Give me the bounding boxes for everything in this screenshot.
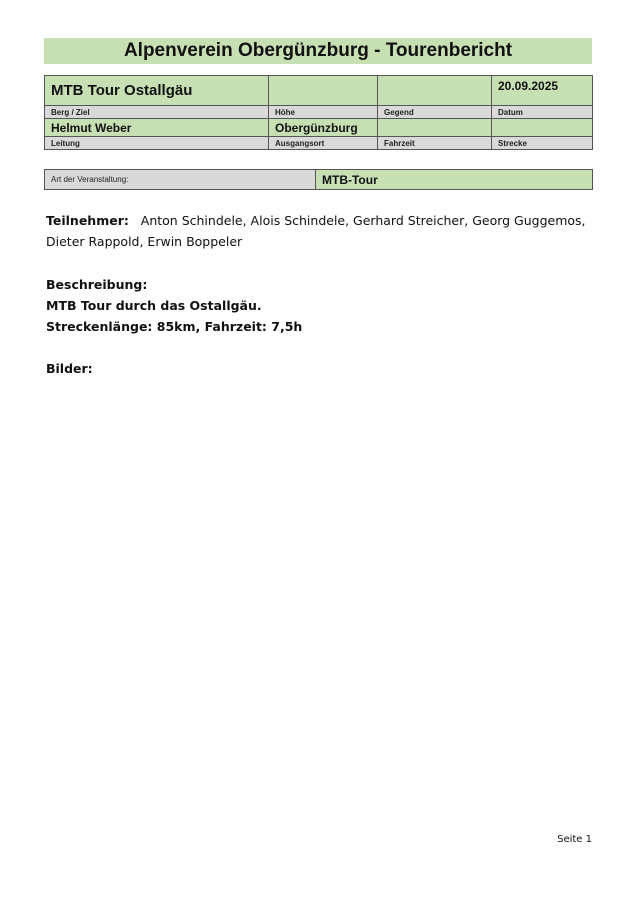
tour-info-row-2 <box>45 119 593 137</box>
date-cell: 20.09.2025 <box>492 76 593 106</box>
tour-info-labels-1 <box>45 106 593 119</box>
hoehe-value-cell <box>269 76 378 106</box>
report-title <box>44 38 592 64</box>
label-leitung: Leitung <box>45 137 269 150</box>
label-berg-ziel: Berg / Ziel <box>45 106 269 119</box>
gegend-value-cell <box>378 76 492 106</box>
label-hoehe: Höhe <box>269 106 378 119</box>
description-label: Beschreibung: <box>46 277 148 292</box>
label-gegend: Gegend <box>378 106 492 119</box>
page-number: Seite 1 <box>557 834 592 845</box>
tour-name-cell: MTB Tour Ostallgäu <box>45 76 269 106</box>
event-type-label: Art der Veranstaltung: <box>45 170 316 190</box>
leitung-value-cell: Helmut Weber <box>45 119 269 137</box>
tour-info-labels-2 <box>45 137 593 150</box>
participants-names: Anton Schindele, Alois Schindele, Gerhard Streicher, Georg Guggemos, Dieter Rappold, Erwin Boppeler <box>46 213 586 249</box>
event-type-table <box>44 169 593 190</box>
report-title-text: Alpenverein Obergünzburg - Tourenbericht <box>123 40 513 61</box>
participants-label: Teilnehmer: <box>46 213 129 228</box>
description-line-2: Streckenlänge: 85km, Fahrzeit: 7,5h <box>46 319 303 334</box>
label-ausgangsort: Ausgangsort <box>269 137 378 150</box>
pictures-label: Bilder: <box>46 361 93 376</box>
tour-info-table <box>44 75 593 150</box>
ausgangsort-value-cell: Obergünzburg <box>269 119 378 137</box>
participants-section <box>46 210 596 252</box>
description-section <box>46 274 596 337</box>
tour-info-row-1 <box>45 76 593 106</box>
label-strecke: Strecke <box>492 137 593 150</box>
label-fahrzeit: Fahrzeit <box>378 137 492 150</box>
fahrzeit-value-cell <box>378 119 492 137</box>
description-line-1: MTB Tour durch das Ostallgäu. <box>46 298 262 313</box>
strecke-value-cell <box>492 119 593 137</box>
label-datum: Datum <box>492 106 593 119</box>
event-type-value: MTB-Tour <box>316 170 593 190</box>
